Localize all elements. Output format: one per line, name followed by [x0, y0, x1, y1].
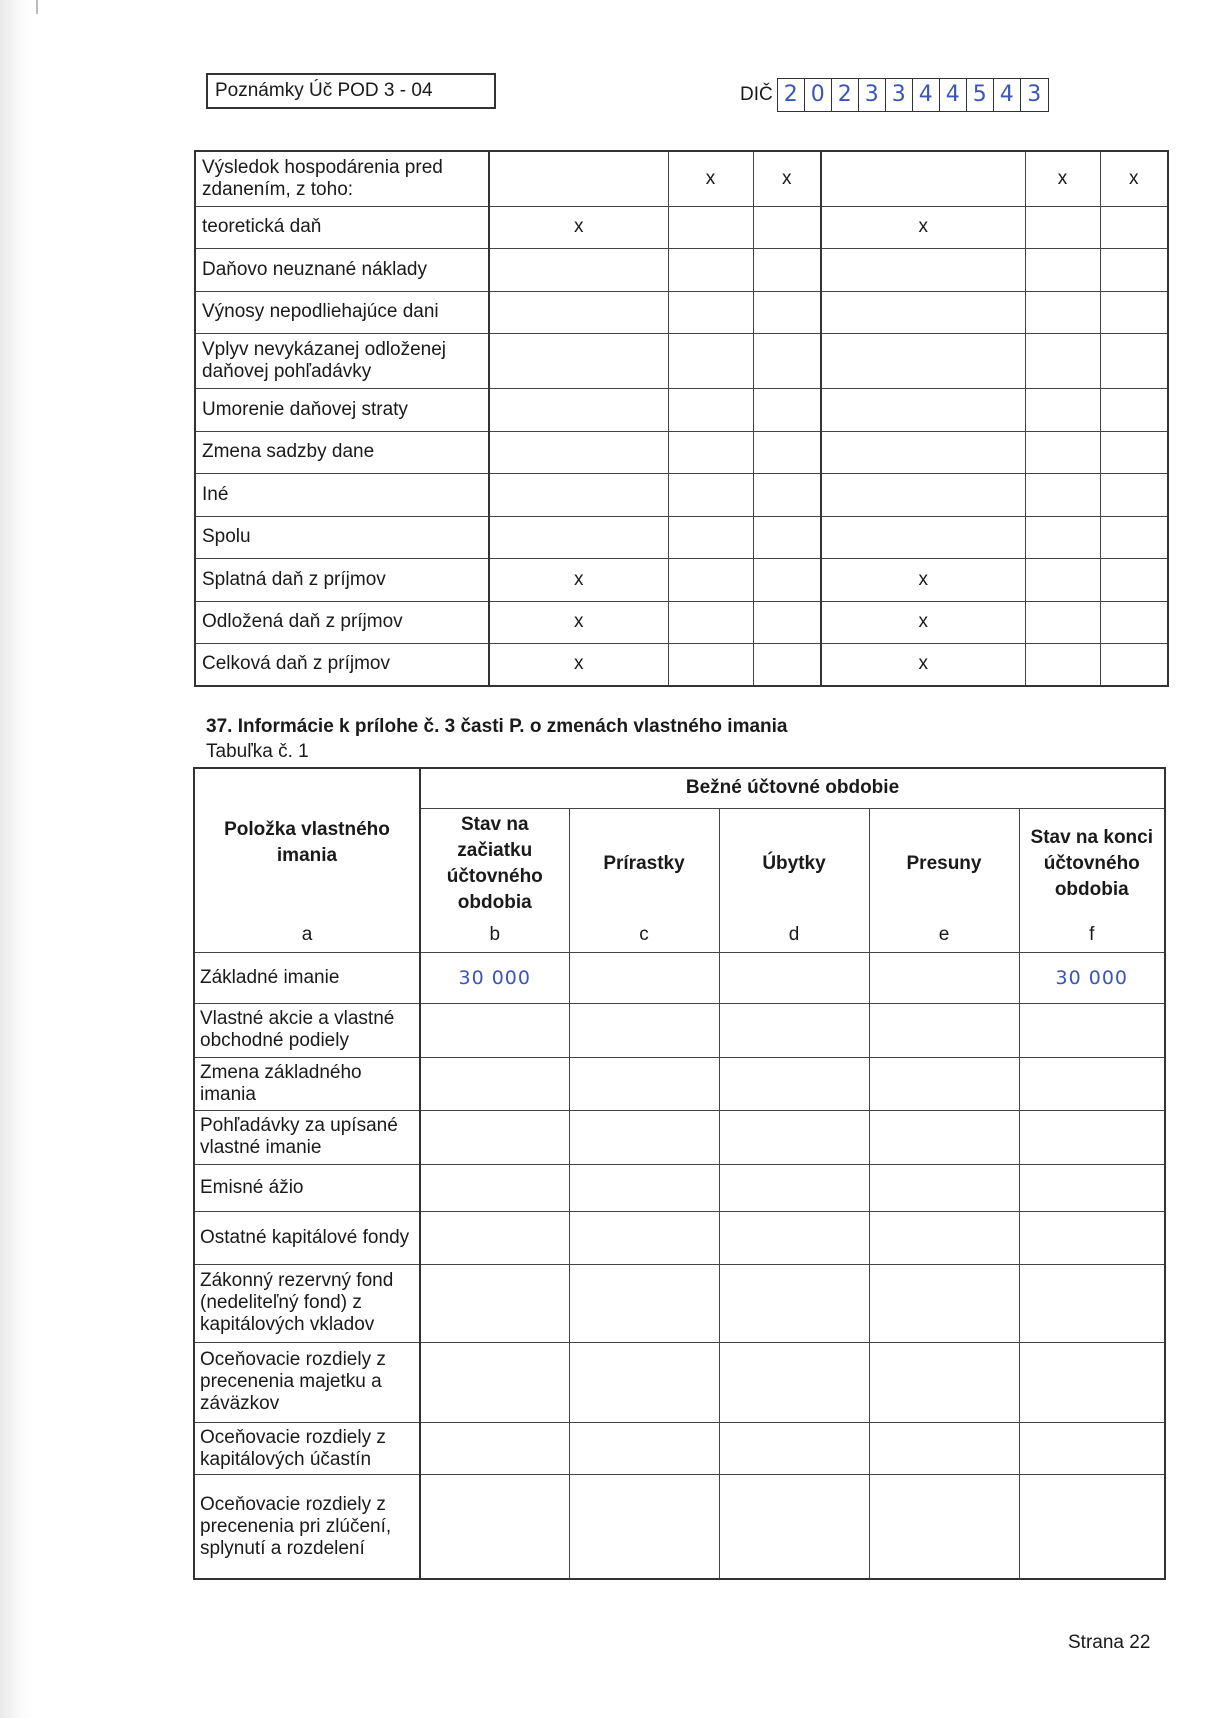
value-cell: [1025, 291, 1100, 333]
scan-edge: [0, 0, 34, 1718]
equity-item-label: Základné imanie: [194, 952, 420, 1003]
value-cell: x: [489, 601, 668, 643]
value-cell: [489, 516, 668, 558]
amount-cell: [569, 1342, 719, 1422]
table-row: [194, 1475, 1165, 1579]
value-cell: [821, 334, 1025, 389]
value-cell: x: [1100, 151, 1168, 206]
value-cell: [1025, 559, 1100, 601]
amount-cell: [869, 1265, 1019, 1342]
column-letter-f: f: [1089, 923, 1095, 945]
column-header-opening-title: Stav na začiatku účtovného obdobia: [446, 813, 543, 913]
value-cell: [1100, 431, 1168, 473]
value-cell: [668, 601, 753, 643]
table-row: [195, 389, 1168, 431]
equity-item-label: Vlastné akcie a vlastné obchodné podiely: [194, 1003, 420, 1057]
form-reference-label: Poznámky Úč POD 3 - 04: [206, 73, 496, 109]
column-letter-d: d: [788, 923, 800, 945]
amount-cell: [1019, 1164, 1165, 1211]
tax-id-digit: 3: [859, 79, 886, 111]
amount-cell: [569, 1475, 719, 1579]
amount-cell: [1019, 1111, 1165, 1165]
value-cell: [1100, 206, 1168, 248]
amount-cell: [420, 1057, 569, 1111]
amount-cell: [569, 1003, 719, 1057]
value-cell: [489, 474, 668, 516]
row-label: Spolu: [195, 516, 489, 558]
column-header-opening: [420, 808, 569, 952]
value-cell: x: [753, 151, 821, 206]
column-header-transfers-title: Presuny: [906, 852, 982, 874]
amount-cell: [1019, 1342, 1165, 1422]
amount-cell: [869, 1475, 1019, 1579]
table-row: [194, 1342, 1165, 1422]
table-row: [194, 1003, 1165, 1057]
row-label: Výsledok hospodárenia pred zdanením, z toho:: [195, 151, 489, 206]
value-cell: [1100, 291, 1168, 333]
amount-cell: [420, 1422, 569, 1475]
amount-cell: [719, 1111, 869, 1165]
value-cell: [753, 206, 821, 248]
table-row: [194, 952, 1165, 1003]
amount-cell: [869, 1057, 1019, 1111]
amount-cell: [719, 1265, 869, 1342]
value-cell: [753, 559, 821, 601]
value-cell: [753, 516, 821, 558]
value-cell: x: [821, 643, 1025, 686]
amount-cell: [719, 1342, 869, 1422]
value-cell: [753, 389, 821, 431]
amount-cell: [1019, 1475, 1165, 1579]
amount-cell: [569, 1211, 719, 1265]
value-cell: x: [489, 559, 668, 601]
value-cell: [753, 643, 821, 686]
value-cell: [668, 431, 753, 473]
tax-id-digit: 2: [778, 79, 805, 111]
row-label: Odložená daň z príjmov: [195, 601, 489, 643]
column-header-item: [194, 768, 420, 952]
equity-item-label: Pohľadávky za upísané vlastné imanie: [194, 1111, 420, 1165]
amount-cell: [1019, 1265, 1165, 1342]
table-row: [195, 334, 1168, 389]
row-label: Výnosy nepodliehajúce dani: [195, 291, 489, 333]
amount-cell: 30 000: [420, 952, 569, 1003]
value-cell: [821, 151, 1025, 206]
amount-cell: [420, 1003, 569, 1057]
row-label: Splatná daň z príjmov: [195, 559, 489, 601]
table-row: [195, 206, 1168, 248]
equity-item-label: Oceňovacie rozdiely z precenenia pri zlúčení, splynutí a rozdelení: [194, 1475, 420, 1579]
equity-item-label: Emisné ážio: [194, 1164, 420, 1211]
section-37-title: 37. Informácie k prílohe č. 3 časti P. o zmenách vlastného imania: [206, 716, 788, 737]
table-row: [195, 249, 1168, 291]
amount-cell: [420, 1475, 569, 1579]
amount-cell: [569, 1111, 719, 1165]
amount-cell: [719, 1164, 869, 1211]
value-cell: [753, 474, 821, 516]
page-number: Strana 22: [1068, 1632, 1151, 1653]
amount-cell: [569, 952, 719, 1003]
amount-cell: [1019, 1057, 1165, 1111]
table-row: [195, 431, 1168, 473]
amount-cell: [420, 1164, 569, 1211]
value-cell: x: [489, 643, 668, 686]
row-label: Zmena sadzby dane: [195, 431, 489, 473]
table-row: [195, 601, 1168, 643]
table-row: [195, 474, 1168, 516]
table-row: [194, 1265, 1165, 1342]
value-cell: x: [489, 206, 668, 248]
value-cell: [1025, 516, 1100, 558]
value-cell: [1100, 334, 1168, 389]
tax-id-digit: 0: [805, 79, 832, 111]
tax-id-field: [740, 78, 1049, 112]
value-cell: x: [668, 151, 753, 206]
table-row: [195, 643, 1168, 686]
column-letter-c: c: [639, 923, 649, 945]
amount-cell: [869, 1342, 1019, 1422]
tax-id-digit: 3: [886, 79, 913, 111]
value-cell: [1100, 516, 1168, 558]
value-cell: [668, 643, 753, 686]
equity-item-label: Oceňovacie rozdiely z kapitálových účastín: [194, 1422, 420, 1475]
amount-cell: [719, 1057, 869, 1111]
tax-id-digit-boxes: [777, 78, 1049, 112]
value-cell: [1100, 474, 1168, 516]
current-period-header: Bežné účtovné obdobie: [420, 768, 1165, 808]
amount-cell: [869, 1003, 1019, 1057]
row-label: Celková daň z príjmov: [195, 643, 489, 686]
column-header-closing-title: Stav na konci účtovného obdobia: [1030, 826, 1154, 900]
table-row: [194, 1211, 1165, 1265]
value-cell: [668, 516, 753, 558]
amount-cell: [420, 1211, 569, 1265]
amount-cell: [719, 1475, 869, 1579]
value-cell: [753, 291, 821, 333]
column-header-closing: [1019, 808, 1165, 952]
row-label: Umorenie daňovej straty: [195, 389, 489, 431]
value-cell: [1025, 601, 1100, 643]
value-cell: [753, 334, 821, 389]
value-cell: [668, 206, 753, 248]
value-cell: [1025, 643, 1100, 686]
value-cell: x: [821, 559, 1025, 601]
table-row: [195, 291, 1168, 333]
value-cell: [1025, 431, 1100, 473]
value-cell: x: [1025, 151, 1100, 206]
value-cell: [668, 291, 753, 333]
amount-cell: [719, 952, 869, 1003]
equity-item-label: Zákonný rezervný fond (nedeliteľný fond) z kapitálových vkladov: [194, 1265, 420, 1342]
amount-cell: [719, 1003, 869, 1057]
table-row: [194, 1111, 1165, 1165]
amount-cell: [420, 1265, 569, 1342]
value-cell: [1025, 389, 1100, 431]
tax-id-digit: 4: [913, 79, 940, 111]
value-cell: [668, 249, 753, 291]
value-cell: [821, 516, 1025, 558]
tax-id-digit: 2: [832, 79, 859, 111]
amount-cell: [869, 1211, 1019, 1265]
column-header-decreases-title: Úbytky: [762, 852, 826, 874]
table-row: [194, 1057, 1165, 1111]
column-letter-b: b: [489, 923, 501, 945]
value-cell: [668, 334, 753, 389]
column-letter-a: a: [301, 923, 313, 945]
value-cell: [753, 431, 821, 473]
value-cell: [668, 474, 753, 516]
value-cell: [489, 334, 668, 389]
value-cell: x: [821, 601, 1025, 643]
value-cell: [821, 431, 1025, 473]
value-cell: [753, 249, 821, 291]
table-row: [194, 1164, 1165, 1211]
table-row: [195, 516, 1168, 558]
amount-cell: [569, 1265, 719, 1342]
column-header-additions-title: Prírastky: [603, 852, 685, 874]
value-cell: [1025, 334, 1100, 389]
value-cell: [668, 559, 753, 601]
tax-id-digit: 4: [994, 79, 1021, 111]
tax-id-label: DIČ: [740, 84, 773, 105]
value-cell: [1100, 389, 1168, 431]
amount-cell: [420, 1342, 569, 1422]
column-header-additions: [569, 808, 719, 952]
value-cell: [1025, 206, 1100, 248]
row-label: teoretická daň: [195, 206, 489, 248]
amount-cell: [420, 1111, 569, 1165]
tax-id-digit: 3: [1027, 82, 1042, 107]
equity-item-label: Ostatné kapitálové fondy: [194, 1211, 420, 1265]
value-cell: [489, 151, 668, 206]
amount-cell: [869, 1422, 1019, 1475]
row-label: Vplyv nevykázanej odloženej daňovej pohľadávky: [195, 334, 489, 389]
tax-id-digit: 4: [940, 79, 967, 111]
column-letter-e: e: [938, 923, 950, 945]
column-header-decreases: [719, 808, 869, 952]
amount-cell: [1019, 1422, 1165, 1475]
row-label: Iné: [195, 474, 489, 516]
income-tax-reconciliation-table: [194, 150, 1169, 687]
scan-mark: [36, 0, 38, 14]
value-cell: [1100, 249, 1168, 291]
value-cell: [821, 291, 1025, 333]
amount-cell: [869, 1164, 1019, 1211]
value-cell: x: [821, 206, 1025, 248]
amount-cell: 30 000: [1019, 952, 1165, 1003]
amount-cell: [569, 1057, 719, 1111]
equity-item-label: Zmena základného imania: [194, 1057, 420, 1111]
amount-cell: [569, 1164, 719, 1211]
row-label: Daňovo neuznané náklady: [195, 249, 489, 291]
value-cell: [821, 389, 1025, 431]
amount-cell: [719, 1211, 869, 1265]
tax-id-digit: 5: [967, 79, 994, 111]
amount-cell: [1019, 1003, 1165, 1057]
equity-item-label: Oceňovacie rozdiely z precenenia majetku a záväzkov: [194, 1342, 420, 1422]
column-header-item-title: Položka vlastného imania: [224, 819, 390, 866]
value-cell: [489, 389, 668, 431]
value-cell: [489, 249, 668, 291]
amount-cell: [569, 1422, 719, 1475]
value-cell: [1025, 474, 1100, 516]
column-header-transfers: [869, 808, 1019, 952]
table-caption: Tabuľka č. 1: [206, 741, 309, 762]
amount-cell: [869, 952, 1019, 1003]
table-row: [195, 151, 1168, 206]
value-cell: [1100, 601, 1168, 643]
equity-changes-table: [193, 767, 1166, 1580]
value-cell: [1100, 559, 1168, 601]
value-cell: [821, 249, 1025, 291]
value-cell: [821, 474, 1025, 516]
table-row: [195, 559, 1168, 601]
value-cell: [1100, 643, 1168, 686]
amount-cell: [719, 1422, 869, 1475]
amount-cell: [869, 1111, 1019, 1165]
value-cell: [489, 431, 668, 473]
value-cell: [668, 389, 753, 431]
value-cell: [1025, 249, 1100, 291]
value-cell: [489, 291, 668, 333]
amount-cell: [1019, 1211, 1165, 1265]
value-cell: [753, 601, 821, 643]
table-row: [194, 1422, 1165, 1475]
